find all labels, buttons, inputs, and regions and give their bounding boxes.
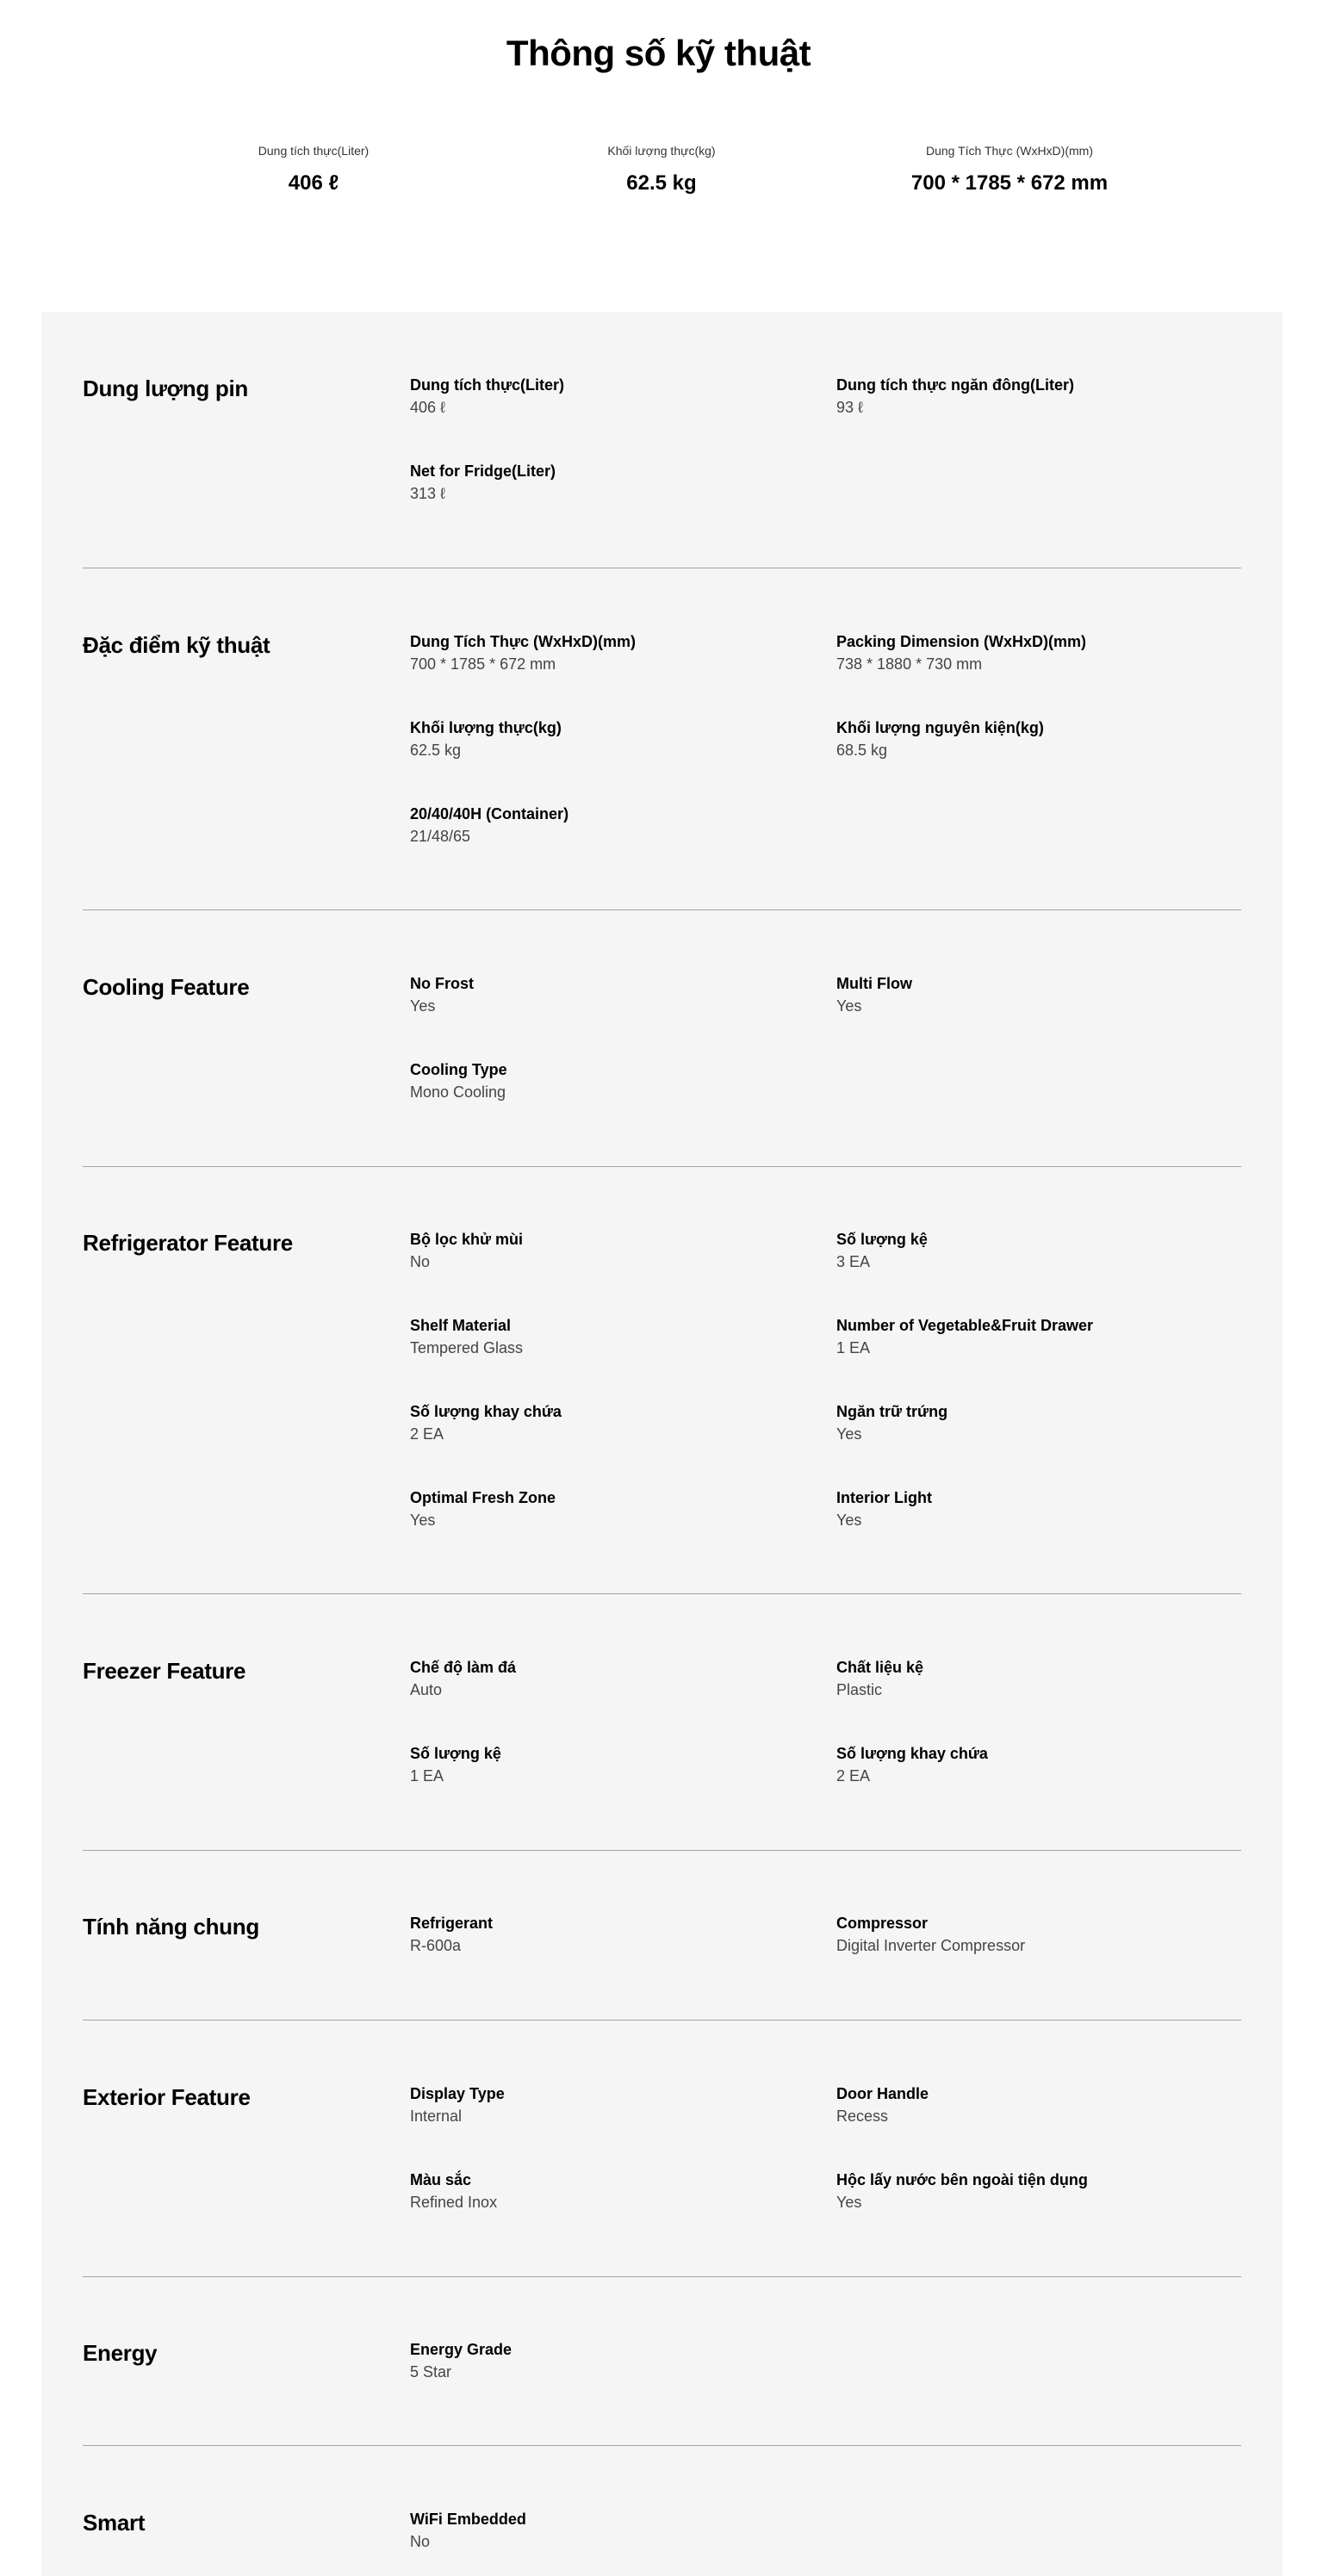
spec-value: 313 ℓ [410, 485, 445, 502]
spec-value: Refined Inox [410, 2194, 498, 2211]
section-title: Refrigerator Feature [83, 1230, 293, 1256]
spec-item [410, 1656, 823, 1701]
spec-name: Màu sắc [410, 2171, 472, 2188]
spec-section-general [83, 1912, 1241, 2020]
spec-value: Digital Inverter Compressor [836, 1937, 1026, 1954]
section-title: Cooling Feature [83, 974, 250, 1000]
spec-value: 3 EA [836, 1253, 871, 1270]
spec-item [836, 630, 1250, 675]
spec-name: Number of Vegetable&Fruit Drawer [836, 1317, 1094, 1334]
spec-name: Ngăn trữ trứng [836, 1403, 948, 1420]
spec-item [836, 1314, 1250, 1359]
spec-name: Optimal Fresh Zone [410, 1489, 556, 1506]
spec-section-exterior [83, 2083, 1241, 2277]
section-title: Exterior Feature [83, 2084, 251, 2110]
spec-name: Số lượng khay chứa [836, 1745, 988, 1762]
spec-name: Door Handle [836, 2085, 929, 2102]
spec-name: Hộc lấy nước bên ngoài tiện dụng [836, 2171, 1088, 2188]
spec-name: Số lượng kệ [836, 1231, 928, 1248]
spec-name: Khối lượng nguyên kiện(kg) [836, 719, 1044, 736]
spec-name: Dung tích thực(Liter) [410, 376, 565, 394]
spec-item [410, 1058, 823, 1103]
spec-item [410, 2508, 823, 2553]
section-divider [83, 2276, 1241, 2277]
spec-value: 700 * 1785 * 672 mm [410, 655, 556, 673]
section-divider [83, 1166, 1241, 1167]
spec-name: Refrigerant [410, 1915, 494, 1932]
spec-item [836, 1912, 1250, 1957]
spec-item [410, 374, 823, 419]
spec-section-energy [83, 2338, 1241, 2446]
spec-value: Yes [410, 997, 436, 1015]
spec-name: Compressor [836, 1915, 929, 1932]
spec-value: Auto [410, 1681, 443, 1698]
section-title: Freezer Feature [83, 1658, 246, 1684]
spec-name: Net for Fridge(Liter) [410, 462, 556, 480]
spec-name: Dung tích thực ngăn đông(Liter) [836, 376, 1074, 394]
section-title: Energy [83, 2340, 158, 2366]
spec-value: No [410, 1253, 431, 1270]
spec-item [410, 630, 823, 675]
spec-name: Multi Flow [836, 975, 912, 992]
section-title: Đặc điểm kỹ thuật [83, 632, 270, 658]
spec-item [836, 1228, 1250, 1273]
spec-value: 21/48/65 [410, 828, 471, 845]
section-title: Dung lượng pin [83, 376, 248, 401]
spec-sheet [41, 312, 1283, 2576]
spec-item [410, 1228, 823, 1273]
summary-label: Dung tích thực(Liter) [258, 144, 370, 158]
section-divider [83, 1593, 1241, 1594]
spec-value: 5 Star [410, 2363, 452, 2380]
spec-name: Interior Light [836, 1489, 932, 1506]
spec-name: Chế độ làm đá [410, 1659, 517, 1676]
spec-value: 738 * 1880 * 730 mm [836, 655, 983, 673]
spec-value: Yes [410, 1511, 436, 1529]
section-divider [83, 1850, 1241, 1851]
summary-label: Dung Tích Thực (WxHxD)(mm) [926, 144, 1093, 158]
spec-section-cooling [83, 972, 1241, 1167]
summary-item-dimensions [829, 141, 1190, 196]
summary-item-net-capacity [133, 141, 494, 196]
spec-value: Recess [836, 2107, 889, 2125]
spec-item [836, 2169, 1250, 2213]
spec-name: 20/40/40H (Container) [410, 805, 569, 822]
spec-item [836, 1487, 1250, 1531]
spec-item [410, 2169, 823, 2213]
spec-item [836, 1742, 1250, 1787]
spec-item [410, 1314, 823, 1359]
spec-item [836, 972, 1250, 1017]
spec-value: Plastic [836, 1681, 883, 1698]
spec-value: Yes [836, 2194, 862, 2211]
spec-value: 2 EA [836, 1767, 871, 1785]
spec-item [410, 717, 823, 761]
spec-value: Yes [836, 1425, 862, 1443]
spec-value: 93 ℓ [836, 399, 863, 416]
section-divider [83, 2445, 1241, 2446]
section-title: Tính năng chung [83, 1914, 259, 1940]
spec-section-refrigerator [83, 1228, 1241, 1594]
spec-name: WiFi Embedded [410, 2511, 526, 2528]
spec-value: 62.5 kg [410, 742, 462, 759]
spec-value: 1 EA [836, 1339, 871, 1356]
spec-name: Bộ lọc khử mùi [410, 1231, 524, 1248]
spec-value: 68.5 kg [836, 742, 888, 759]
spec-item [410, 460, 823, 505]
section-title: Smart [83, 2510, 146, 2536]
spec-item [410, 1487, 823, 1531]
spec-value: 406 ℓ [410, 399, 445, 416]
spec-value: Tempered Glass [410, 1339, 524, 1356]
spec-section-freezer [83, 1656, 1241, 1851]
spec-item [410, 1742, 823, 1787]
spec-item [836, 1656, 1250, 1701]
spec-item [410, 2338, 823, 2383]
page-title: Thông số kỹ thuật [506, 33, 811, 73]
section-divider [83, 909, 1241, 910]
spec-item [410, 803, 823, 847]
spec-name: Số lượng kệ [410, 1745, 501, 1762]
spec-item [836, 717, 1250, 761]
spec-name: Số lượng khay chứa [410, 1403, 562, 1420]
spec-name: Cooling Type [410, 1061, 507, 1078]
spec-value: Yes [836, 997, 862, 1015]
spec-item [836, 374, 1250, 419]
spec-section-specifications [83, 630, 1241, 910]
spec-name: Shelf Material [410, 1317, 512, 1334]
spec-section-capacity [83, 374, 1241, 568]
spec-value: 1 EA [410, 1767, 444, 1785]
spec-name: Chất liệu kệ [836, 1659, 924, 1676]
spec-value: R-600a [410, 1937, 462, 1954]
summary-value: 406 ℓ [288, 171, 339, 195]
spec-name: Packing Dimension (WxHxD)(mm) [836, 633, 1087, 650]
summary-value: 62.5 kg [626, 171, 697, 195]
spec-value: No [410, 2533, 431, 2550]
spec-item [410, 2083, 823, 2127]
spec-item [410, 1912, 823, 1957]
spec-value: 2 EA [410, 1425, 444, 1443]
spec-section-smart [83, 2508, 1241, 2568]
spec-value: Yes [836, 1511, 862, 1529]
spec-name: Khối lượng thực(kg) [410, 719, 562, 736]
spec-name: Dung Tích Thực (WxHxD)(mm) [410, 633, 637, 650]
spec-value: Mono Cooling [410, 1083, 506, 1101]
summary-item-net-weight [481, 141, 842, 196]
spec-item [836, 2083, 1250, 2127]
spec-name: Energy Grade [410, 2341, 513, 2358]
spec-item [410, 1400, 823, 1445]
spec-item [836, 1400, 1250, 1445]
spec-item [410, 972, 823, 1017]
spec-value: Internal [410, 2107, 463, 2125]
summary-value: 700 * 1785 * 672 mm [910, 171, 1109, 195]
summary-label: Khối lượng thực(kg) [607, 144, 716, 158]
spec-name: Display Type [410, 2085, 505, 2102]
spec-name: No Frost [410, 975, 474, 992]
